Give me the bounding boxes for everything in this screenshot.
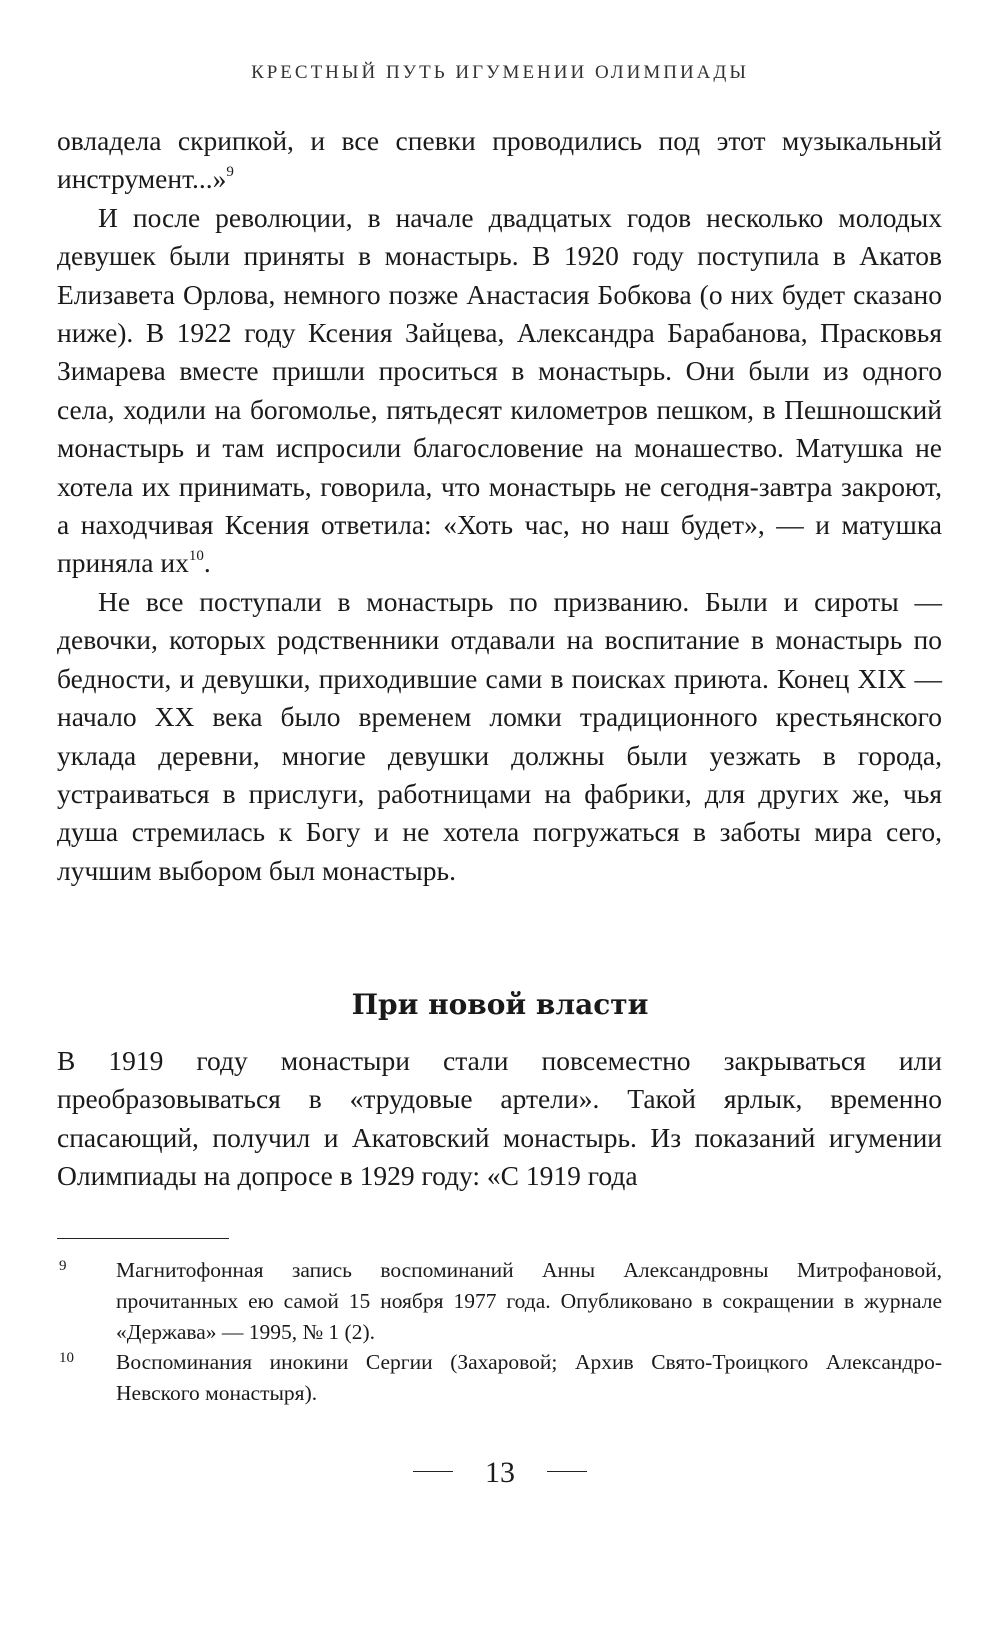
paragraph-1 [57, 122, 942, 199]
paragraph-3-text: Не все поступали в монастырь по призванию. Были и сироты — девочки, которых родственники отдавали на воспитание в монастырь по бедности, и девушки, приходившие сами в поисках приюта. Конец XIX — начало XX века было временем ломки традиционного крестьянского уклада деревни, многие девушки должны были уезжать в города, устраиваться в прислуги, работницами на фабрики, для других же, чья душа стремилась к Богу и не хотела погружаться в заботы мира сего, лучшим выбором был монастырь. [57, 585, 942, 886]
footnote-ref-10[interactable]: 10 [188, 548, 204, 565]
footnote-text: Воспоминания инокини Сергии (Захаровой; Архив Свято-Троицкого Александро-Невского монастыря). [116, 1350, 942, 1406]
footnote-number: 10 [59, 1350, 74, 1367]
paragraph-2-text: И после революции, в начале двадцатых годов несколько молодых девушек были приняты в монастырь. В 1920 году поступила в Акатов Елизавета Орлова, немного позже Анастасия Бобкова (о них будет сказано ниже). В 1922 году Ксения Зайцева, Александра Барабанова, Прасковья Зимарева вместе пришли проситься в монастырь. Они были из одного села, ходили на богомолье, пятьдесят километров пешком, в Пешношский монастырь и там испросили благословение на монашество. Матушка не хотела их принимать, говорила, что монастырь не сегодня-завтра закроют, а находчивая Ксения ответила: «Хоть час, но наш будет», — и матушка приняла их [57, 201, 942, 579]
page-number-line [0, 1456, 1000, 1490]
body-text [57, 122, 942, 890]
folio-dash-right [547, 1471, 587, 1472]
paragraph-3 [57, 583, 942, 890]
footnote-ref-9[interactable]: 9 [226, 164, 234, 181]
section-body-text [57, 1042, 942, 1196]
footnotes [57, 1255, 942, 1409]
folio-dash-left [413, 1471, 453, 1472]
paragraph-1-text: овладела скрипкой, и все спевки проводились под этот музыкальный инструмент...» [57, 125, 942, 195]
paragraph-2 [57, 199, 942, 583]
running-head: КРЕСТНЫЙ ПУТЬ ИГУМЕНИИ ОЛИМПИАДЫ [251, 62, 749, 83]
footnote-text: Магнитофонная запись воспоминаний Анны Александровны Митрофановой, прочитанных ею самой 15 ноября 1977 года. Опубликовано в сокращении в журнале «Держава» — 1995, № 1 (2). [116, 1258, 942, 1344]
footnote-separator [57, 1238, 229, 1239]
footnote-9 [57, 1255, 942, 1347]
page-number: 13 [485, 1456, 515, 1489]
footnote-number: 9 [59, 1258, 67, 1274]
paragraph-2-tail: . [203, 547, 211, 579]
footnote-10 [57, 1347, 942, 1409]
section-heading: При новой власти [351, 988, 649, 1021]
section-paragraph: В 1919 году монастыри стали повсеместно закрываться или преобразовываться в «трудовые артели». Такой ярлык, временно спасающий, получил и Акатовский монастырь. Из показаний игумении Олимпиады на допросе в 1929 году: «С 1919 года [57, 1045, 942, 1192]
